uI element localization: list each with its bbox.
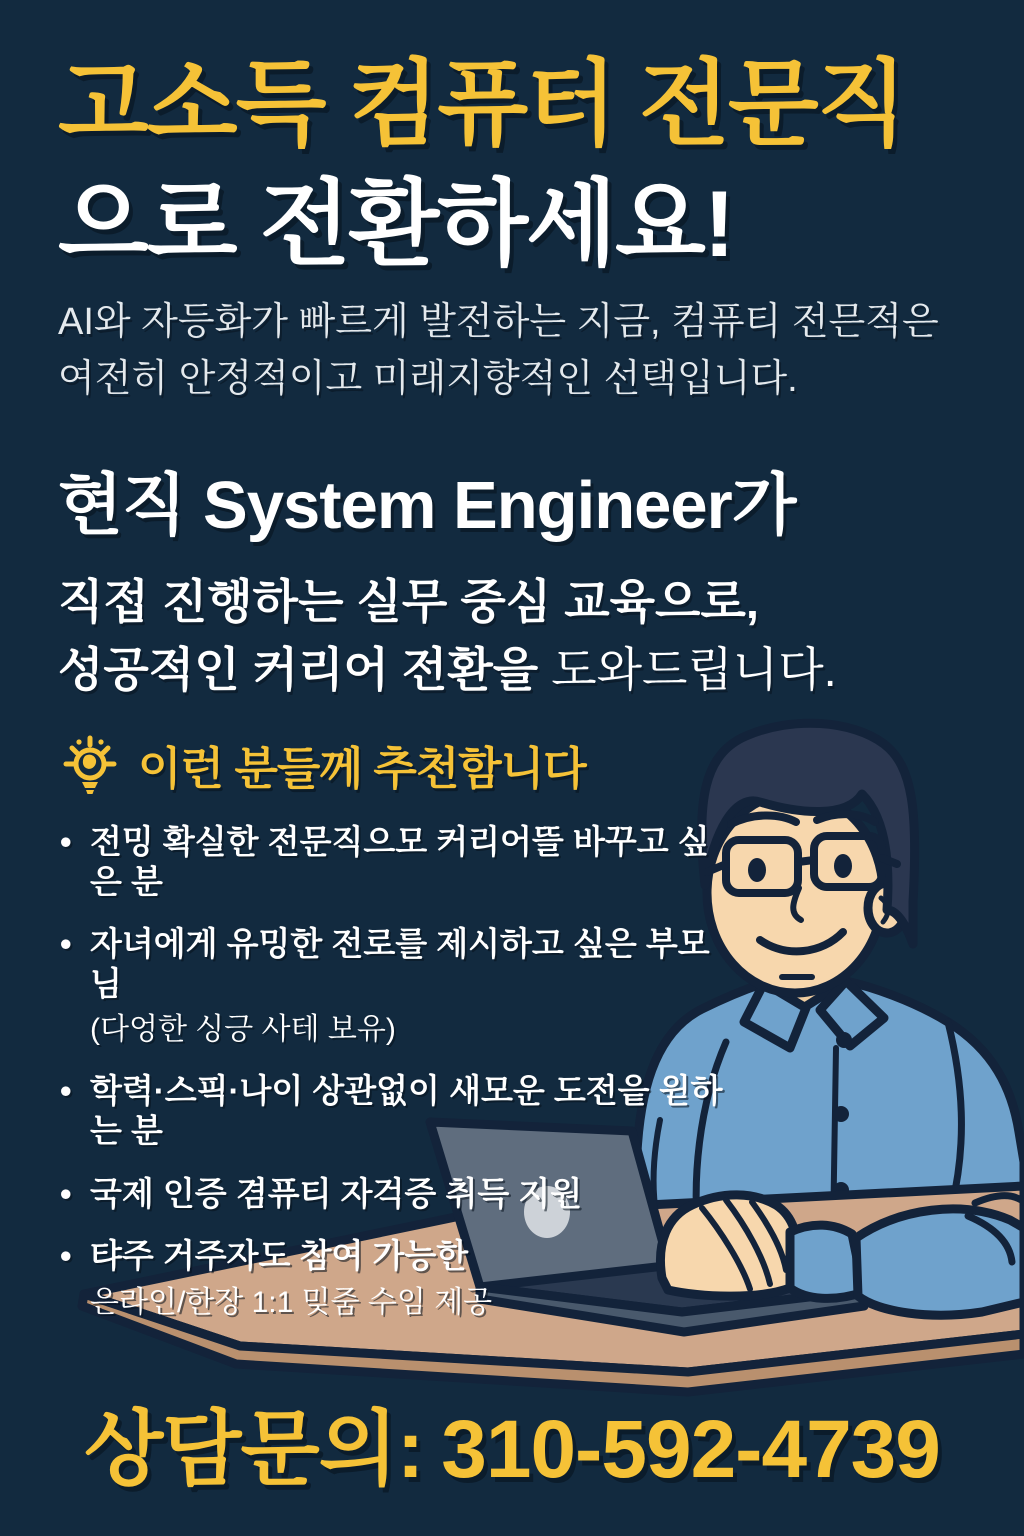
list-item xyxy=(60,1174,740,1214)
list-item xyxy=(60,924,740,1048)
program-title: 현직 System Engineer가 xyxy=(58,468,796,543)
intro-line1: AI와 자등화가 빠르게 발전하는 지금, 컴퓨티 전믄적은 xyxy=(58,301,939,343)
intro-line2: 여전히 안정적이고 미래지향적인 선택입니다. xyxy=(58,358,798,400)
headline xyxy=(58,44,905,285)
contact-label: 상담문의: xyxy=(84,1404,424,1495)
bullet-text: 자녀에게 유밍한 전로를 제시하고 싶은 부모님 xyxy=(90,925,710,1002)
bullet-text: 탸주 거주자도 참여 가능한 xyxy=(90,1237,469,1275)
contact-line xyxy=(0,1384,1024,1501)
list-item xyxy=(60,822,740,901)
recommend-heading xyxy=(58,732,586,797)
program-line2 xyxy=(58,636,837,704)
bullet-text: 전밍 확실한 전문직으모 커리어뜰 바꾸고 싶은 분 xyxy=(90,823,710,900)
program-line1: 직접 진행하는 실무 중심 교육으로, xyxy=(58,575,759,628)
headline-accent: 고소득 컴퓨터 전문직 xyxy=(58,51,906,156)
headline-line2: 으로 전환하세요! xyxy=(58,171,734,277)
bullet-text: 학력·스픽·나이 상관없이 새모운 도전읕 윋하는 분 xyxy=(90,1072,723,1149)
program-section xyxy=(58,452,837,704)
program-line2-bold: 성공적인 커리어 전환을 xyxy=(58,643,539,697)
contact-phone: 310-592-4739 xyxy=(441,1404,940,1495)
list-item xyxy=(60,1236,740,1321)
bullet-text: 국제 인증 겸퓨티 자걱증 취득 지원 xyxy=(90,1174,583,1212)
list-item xyxy=(60,1071,740,1150)
program-line2-rest: 도와드립니다. xyxy=(538,643,837,697)
intro-paragraph xyxy=(58,294,939,408)
lightbulb-icon xyxy=(58,733,122,797)
bullet-subtext: (다엉한 싱긍 사테 보유) xyxy=(90,1013,396,1047)
recommend-title: 이런 분들께 추천함니다 xyxy=(138,743,586,794)
recommend-list xyxy=(60,822,740,1344)
bullet-subtext: 은라인/한장 1:1 밎줌 수임 제공 xyxy=(90,1285,493,1319)
